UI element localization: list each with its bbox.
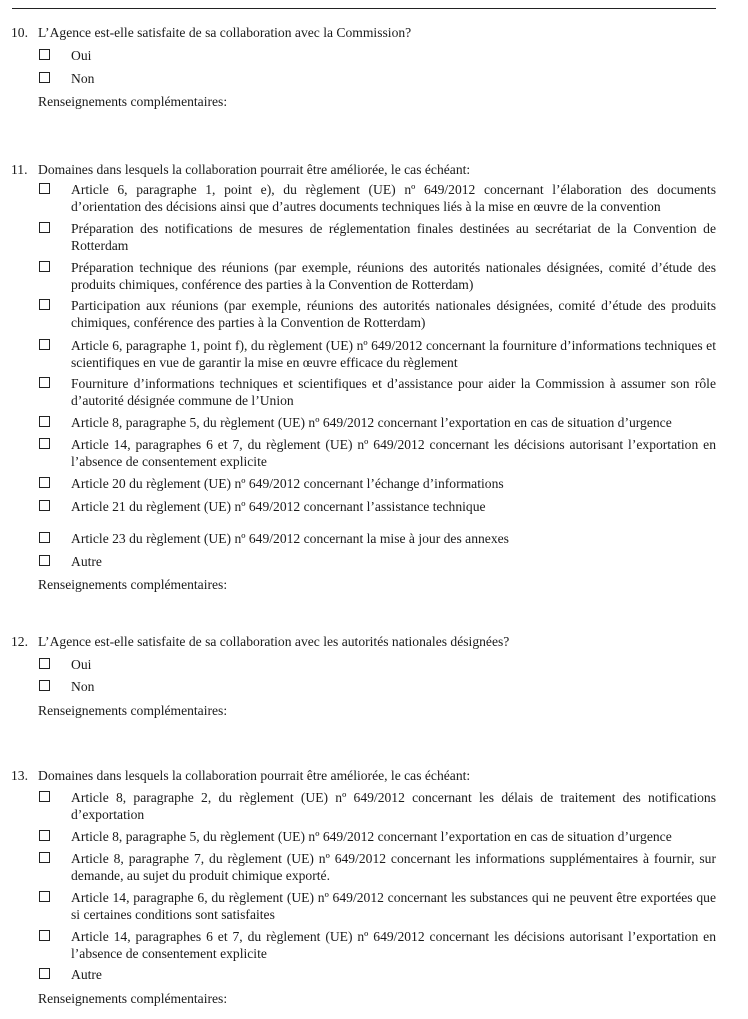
question-12 <box>11 633 716 650</box>
option-label: Participation aux réunions (par exemple, réunions des autorités nationales désignées, comité d’étude des produits chimiques, conférence des parties à la Convention de Rotterdam) <box>71 298 716 330</box>
option-label: Article 14, paragraphes 6 et 7, du règlement (UE) nº 649/2012 concernant les décisions autorisant l’exportation en l’absence de consentement explicite <box>71 929 716 961</box>
option-label: Article 21 du règlement (UE) nº 649/2012 concernant l’assistance technique <box>71 499 486 514</box>
checkbox[interactable] <box>39 930 50 941</box>
additional-info-label: Renseignements complémentaires: <box>38 94 228 109</box>
option-label: Article 8, paragraphe 7, du règlement (UE) nº 649/2012 concernant les informations supplémentaires à fournir, sur demande, au sujet du produit chimique exporté. <box>71 851 716 883</box>
checkbox[interactable] <box>39 968 50 979</box>
option-label: Autre <box>71 967 102 982</box>
option-label: Préparation technique des réunions (par exemple, réunions des autorités nationales désignées, comité d’étude des produits chimiques, conférence des parties à la Convention de Rotterdam) <box>71 260 716 292</box>
checkbox[interactable] <box>39 183 50 194</box>
option-label: Autre <box>71 554 102 569</box>
option-label: Article 14, paragraphe 6, du règlement (UE) nº 649/2012 concernant les substances qui ne peuvent être exportées que si certaines conditions sont satisfaites <box>71 890 716 922</box>
checkbox[interactable] <box>39 261 50 272</box>
question-text: L’Agence est-elle satisfaite de sa collaboration avec la Commission? <box>38 25 412 40</box>
checkbox[interactable] <box>39 555 50 566</box>
option-label: Non <box>71 679 95 694</box>
additional-info-label: Renseignements complémentaires: <box>38 991 228 1006</box>
option-label: Préparation des notifications de mesures de réglementation finales destinées au secrétariat de la Convention de Rotterdam <box>71 221 716 253</box>
question-number: 10. <box>11 25 28 40</box>
option-label: Non <box>71 71 95 86</box>
additional-info-label: Renseignements complémentaires: <box>38 577 228 592</box>
option-label: Article 14, paragraphes 6 et 7, du règlement (UE) nº 649/2012 concernant les décisions autorisant l’exportation en l’absence de consentement explicite <box>71 437 716 469</box>
option-label: Fourniture d’informations techniques et scientifiques et d’assistance pour aider la Commission à assumer son rôle d’autorité désignée commune de l’Union <box>71 376 716 408</box>
option-label: Article 8, paragraphe 2, du règlement (UE) nº 649/2012 concernant les délais de traitement des notifications d’exportation <box>71 790 716 822</box>
checkbox[interactable] <box>39 477 50 488</box>
checkbox[interactable] <box>39 891 50 902</box>
option-label: Article 23 du règlement (UE) nº 649/2012 concernant la mise à jour des annexes <box>71 531 509 546</box>
checkbox[interactable] <box>39 532 50 543</box>
option-label: Oui <box>71 48 92 63</box>
option-label: Article 6, paragraphe 1, point e), du règlement (UE) nº 649/2012 concernant l’élaboration des documents d’orientation des décisions ainsi que d’autres documents techniques liés à la mise en œuvre de la convention <box>71 182 716 214</box>
top-rule <box>12 8 716 9</box>
checkbox[interactable] <box>39 299 50 310</box>
checkbox[interactable] <box>39 377 50 388</box>
checkbox[interactable] <box>39 852 50 863</box>
question-number: 11. <box>11 162 28 177</box>
checkbox[interactable] <box>39 791 50 802</box>
checkbox[interactable] <box>39 680 50 691</box>
option-label: Article 6, paragraphe 1, point f), du règlement (UE) nº 649/2012 concernant la fourniture d’informations techniques et scientifiques en vue de garantir la mise en œuvre efficace du règlement <box>71 338 716 370</box>
question-text: L’Agence est-elle satisfaite de sa collaboration avec les autorités nationales désignées? <box>38 634 510 649</box>
checkbox[interactable] <box>39 72 50 83</box>
checkbox[interactable] <box>39 500 50 511</box>
option-label: Oui <box>71 657 92 672</box>
option-label: Article 20 du règlement (UE) nº 649/2012 concernant l’échange d’informations <box>71 476 504 491</box>
option-label: Article 8, paragraphe 5, du règlement (UE) nº 649/2012 concernant l’exportation en cas de situation d’urgence <box>71 829 672 844</box>
checkbox[interactable] <box>39 222 50 233</box>
checkbox[interactable] <box>39 658 50 669</box>
question-13 <box>11 767 716 784</box>
question-number: 12. <box>11 634 28 649</box>
checkbox[interactable] <box>39 49 50 60</box>
checkbox[interactable] <box>39 339 50 350</box>
question-text: Domaines dans lesquels la collaboration pourrait être améliorée, le cas échéant: <box>38 162 471 177</box>
question-text: Domaines dans lesquels la collaboration pourrait être améliorée, le cas échéant: <box>38 768 471 783</box>
checkbox[interactable] <box>39 438 50 449</box>
checkbox[interactable] <box>39 416 50 427</box>
question-11 <box>11 161 716 178</box>
checkbox[interactable] <box>39 830 50 841</box>
question-number: 13. <box>11 768 28 783</box>
question-10 <box>11 24 716 41</box>
option-label: Article 8, paragraphe 5, du règlement (UE) nº 649/2012 concernant l’exportation en cas de situation d’urgence <box>71 415 672 430</box>
additional-info-label: Renseignements complémentaires: <box>38 703 228 718</box>
